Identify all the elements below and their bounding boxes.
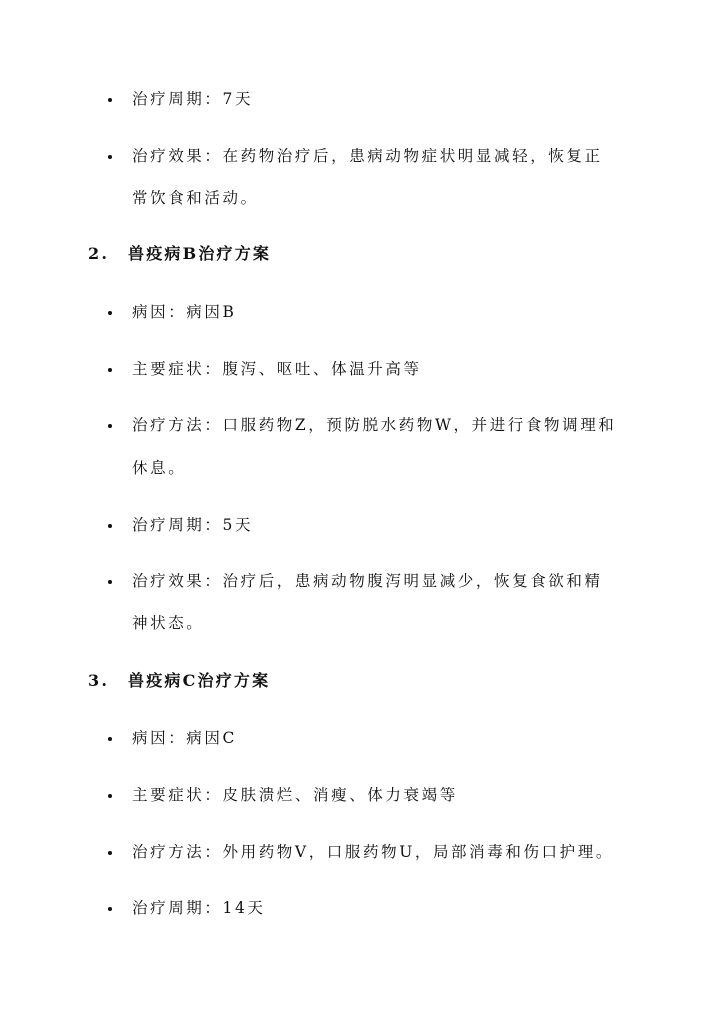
bullet-icon xyxy=(108,737,112,741)
list-item-text: 病因：病因C xyxy=(132,729,237,747)
list-item-text: 治疗周期：7天 xyxy=(132,90,254,108)
bullet-icon xyxy=(108,794,112,798)
list-item-text: 治疗周期：5天 xyxy=(132,516,254,534)
section-number: 2. xyxy=(88,244,110,263)
list-item-text: 主要症状：腹泻、呕吐、体温升高等 xyxy=(132,360,422,378)
section-title: 兽疫病B治疗方案 xyxy=(128,244,272,263)
bullet-icon xyxy=(108,907,112,911)
section-heading-c xyxy=(88,673,270,689)
bullet-icon xyxy=(108,524,112,528)
section-title: 兽疫病C治疗方案 xyxy=(128,671,271,690)
list-item-text: 病因：病因B xyxy=(132,303,237,321)
list-item-continuation: 常饮食和活动。 xyxy=(132,189,259,207)
bullet-icon xyxy=(108,155,112,159)
list-item-text: 治疗效果：治疗后，患病动物腹泻明显减少，恢复食欲和精 xyxy=(132,572,603,590)
list-item-text: 治疗方法：外用药物V，口服药物U，局部消毒和伤口护理。 xyxy=(132,843,614,861)
list-item-continuation: 神状态。 xyxy=(132,614,205,632)
list-item-text: 治疗周期：14天 xyxy=(132,899,266,917)
list-item-text: 治疗方法：口服药物Z，预防脱水药物W，并进行食物调理和 xyxy=(132,416,617,434)
bullet-icon xyxy=(108,424,112,428)
list-item-continuation: 休息。 xyxy=(132,459,187,477)
section-number: 3. xyxy=(88,671,110,690)
list-item-text: 治疗效果：在药物治疗后，患病动物症状明显减轻，恢复正 xyxy=(132,147,603,165)
bullet-icon xyxy=(108,580,112,584)
section-heading-b xyxy=(88,246,271,262)
list-item-text: 主要症状：皮肤溃烂、消瘦、体力衰竭等 xyxy=(132,786,458,804)
bullet-icon xyxy=(108,311,112,315)
bullet-icon xyxy=(108,851,112,855)
bullet-icon xyxy=(108,98,112,102)
bullet-icon xyxy=(108,368,112,372)
